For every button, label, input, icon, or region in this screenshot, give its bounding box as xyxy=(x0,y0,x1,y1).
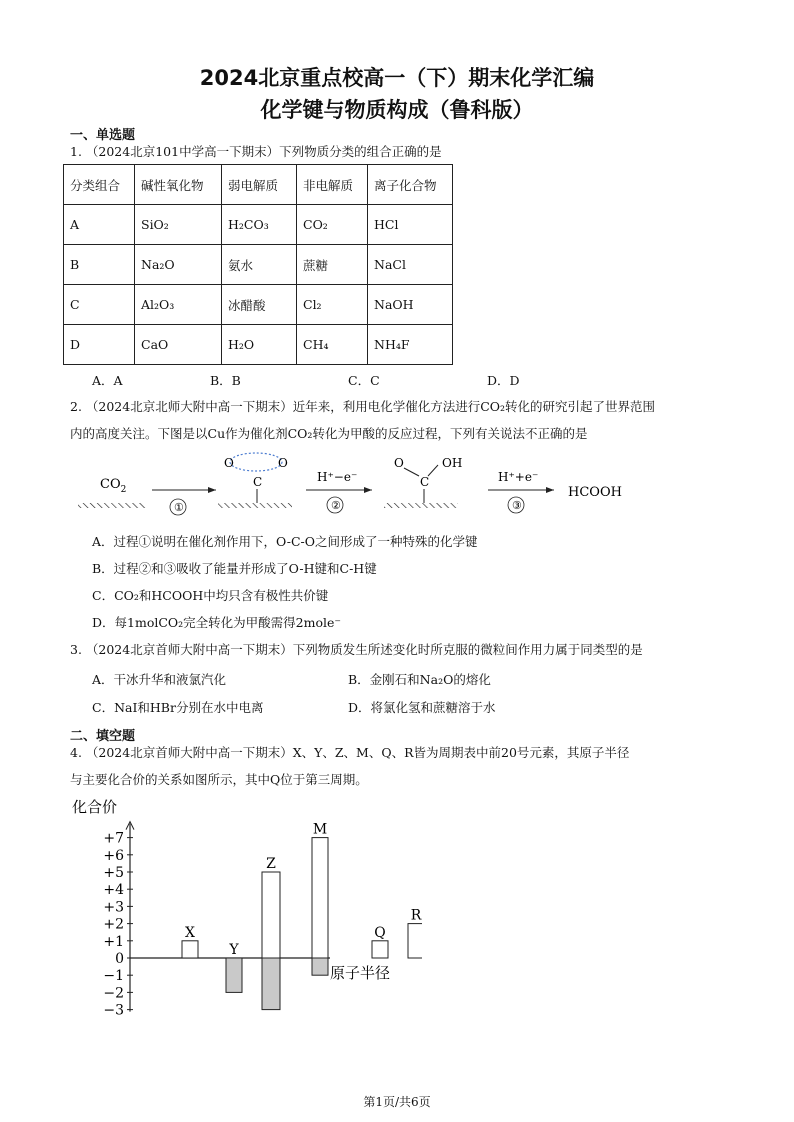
table-header-cell: 非电解质 xyxy=(297,165,368,205)
table-cell: CaO xyxy=(135,325,222,365)
table-header-cell: 碱性氧化物 xyxy=(135,165,222,205)
q1-option-b[interactable]: B．B xyxy=(210,373,241,388)
q3-option-a[interactable]: A．干冰升华和液氯汽化 xyxy=(92,672,227,687)
bar-label-q: Q xyxy=(374,924,386,941)
table-row xyxy=(64,325,453,365)
atom-o: O xyxy=(394,456,404,470)
product-label: HCOOH xyxy=(568,485,622,500)
catalyst-surface xyxy=(218,503,292,508)
bar-positive-q xyxy=(372,941,388,958)
bar-positive-m xyxy=(312,838,328,958)
atom-c-1: C xyxy=(253,475,263,489)
q2-option-d[interactable]: D．每1molCO₂完全转化为甲酸需得2mole⁻ xyxy=(92,615,341,630)
catalyst-surface xyxy=(78,503,146,508)
bar-label-r: R xyxy=(410,907,422,924)
y-tick-label: +6 xyxy=(103,847,124,864)
bar-positive-z xyxy=(262,872,280,958)
section-heading-fill-in: 二、填空题 xyxy=(70,729,136,744)
q3-stem: 3. （2024北京首师大附中高一下期末）下列物质发生所述变化时所克服的微粒间作用力属于同类型的是 xyxy=(70,642,643,657)
table-row xyxy=(64,285,453,325)
table-header-row xyxy=(64,165,453,205)
table-row xyxy=(64,245,453,285)
table-header-cell: 离子化合物 xyxy=(368,165,453,205)
table-cell: 蔗糖 xyxy=(297,245,368,285)
step1-label: ① xyxy=(174,501,184,514)
q1-option-a[interactable]: A．A xyxy=(92,373,123,388)
q3-option-b[interactable]: B．金刚石和Na₂O的熔化 xyxy=(348,672,491,687)
step3-label: ③ xyxy=(512,499,522,512)
table-cell: NH₄F xyxy=(368,325,453,365)
atom-c-2: C xyxy=(420,475,430,489)
table-cell: D xyxy=(64,325,135,365)
reagent2-label: H⁺−e⁻ xyxy=(317,470,358,484)
catalyst-surface xyxy=(384,503,458,508)
reactant-label: $CO_2$ xyxy=(100,477,127,495)
table-cell: A xyxy=(64,205,135,245)
table-cell: HCl xyxy=(368,205,453,245)
q2-option-b[interactable]: B．过程②和③吸收了能量并形成了O-H键和C-H键 xyxy=(92,561,377,576)
atom-o-left: O xyxy=(224,456,234,470)
q1-option-c[interactable]: C．C xyxy=(348,373,380,388)
bar-label-z: Z xyxy=(266,856,276,872)
table-cell: H₂O xyxy=(222,325,297,365)
bar-negative-m xyxy=(312,958,328,975)
y-tick-label: −3 xyxy=(103,1002,124,1019)
bar-label-x: X xyxy=(185,924,195,941)
page-footer: 第1页/共6页 xyxy=(363,1095,431,1109)
q1-stem: 1. （2024北京101中学高一下期末）下列物质分类的组合正确的是 xyxy=(70,144,442,159)
q3-option-d[interactable]: D．将氯化氢和蔗糖溶于水 xyxy=(348,700,496,715)
section-heading-single-choice: 一、单选题 xyxy=(70,128,136,143)
table-cell: 氨水 xyxy=(222,245,297,285)
table-cell: CO₂ xyxy=(297,205,368,245)
atom-o-right: O xyxy=(278,456,288,470)
y-tick-label: +2 xyxy=(103,916,124,933)
chart-ylabel: 化合价 xyxy=(72,798,118,816)
q2-option-a[interactable]: A．过程①说明在催化剂作用下，O-C-O之间形成了一种特殊的化学键 xyxy=(92,534,478,549)
bar-label-m: M xyxy=(312,821,328,838)
table-header-cell: 分类组合 xyxy=(64,165,135,205)
page-title: 2024北京重点校高一（下）期末化学汇编 xyxy=(199,66,595,90)
bond-line xyxy=(428,465,438,476)
bond-ellipse xyxy=(230,453,282,471)
y-tick-label: +4 xyxy=(103,882,124,899)
table-cell: B xyxy=(64,245,135,285)
table-cell: C xyxy=(64,285,135,325)
table-cell: Al₂O₃ xyxy=(135,285,222,325)
table-cell: H₂CO₃ xyxy=(222,205,297,245)
table-cell: SiO₂ xyxy=(135,205,222,245)
q2-stem-line2: 内的高度关注。下图是以Cu作为催化剂CO₂转化为甲酸的反应过程，下列有关说法不正确的是 xyxy=(70,426,588,441)
page-subtitle: 化学键与物质构成（鲁科版） xyxy=(260,98,534,122)
step2-label: ② xyxy=(331,499,341,512)
bar-negative-z xyxy=(262,958,280,1010)
q1-classification-table xyxy=(63,164,453,365)
y-tick-label: +3 xyxy=(103,899,124,916)
bar-positive-r xyxy=(408,924,422,958)
q4-valence-radius-chart xyxy=(62,796,422,1026)
table-row xyxy=(64,205,453,245)
y-tick-label: −2 xyxy=(103,985,124,1002)
q2-stem-line1: 2. （2024北京北师大附中高一下期末）近年来，利用电化学催化方法进行CO₂转化的研究引起了世界范围 xyxy=(70,399,656,414)
bar-label-y: Y xyxy=(229,942,239,958)
y-tick-label: +7 xyxy=(103,830,124,847)
table-cell: NaOH xyxy=(368,285,453,325)
table-cell: NaCl xyxy=(368,245,453,285)
q1-option-d[interactable]: D．D xyxy=(487,373,520,388)
table-header-cell: 弱电解质 xyxy=(222,165,297,205)
y-tick-label: 0 xyxy=(115,951,124,967)
q2-option-c[interactable]: C．CO₂和HCOOH中均只含有极性共价键 xyxy=(92,588,329,603)
table-cell: CH₄ xyxy=(297,325,368,365)
q3-option-c[interactable]: C．NaI和HBr分别在水中电离 xyxy=(92,700,264,715)
bar-negative-y xyxy=(226,958,242,992)
atom-oh: OH xyxy=(442,456,463,470)
y-tick-label: −1 xyxy=(103,968,124,985)
table-cell: 冰醋酸 xyxy=(222,285,297,325)
y-tick-label: +1 xyxy=(103,933,124,950)
q4-stem-line2: 与主要化合价的关系如图所示，其中Q位于第三周期。 xyxy=(70,772,368,787)
q2-reaction-diagram xyxy=(70,448,670,522)
table-cell: Na₂O xyxy=(135,245,222,285)
q4-stem-line1: 4. （2024北京首师大附中高一下期末）X、Y、Z、M、Q、R皆为周期表中前20号元素，其原子半径 xyxy=(70,745,630,760)
bond-line xyxy=(404,468,419,476)
bar-positive-x xyxy=(182,941,198,958)
reagent3-label: H⁺+e⁻ xyxy=(498,470,539,484)
chart-xlabel: 原子半径 xyxy=(330,964,391,982)
table-cell: Cl₂ xyxy=(297,285,368,325)
y-tick-label: +5 xyxy=(103,865,124,881)
